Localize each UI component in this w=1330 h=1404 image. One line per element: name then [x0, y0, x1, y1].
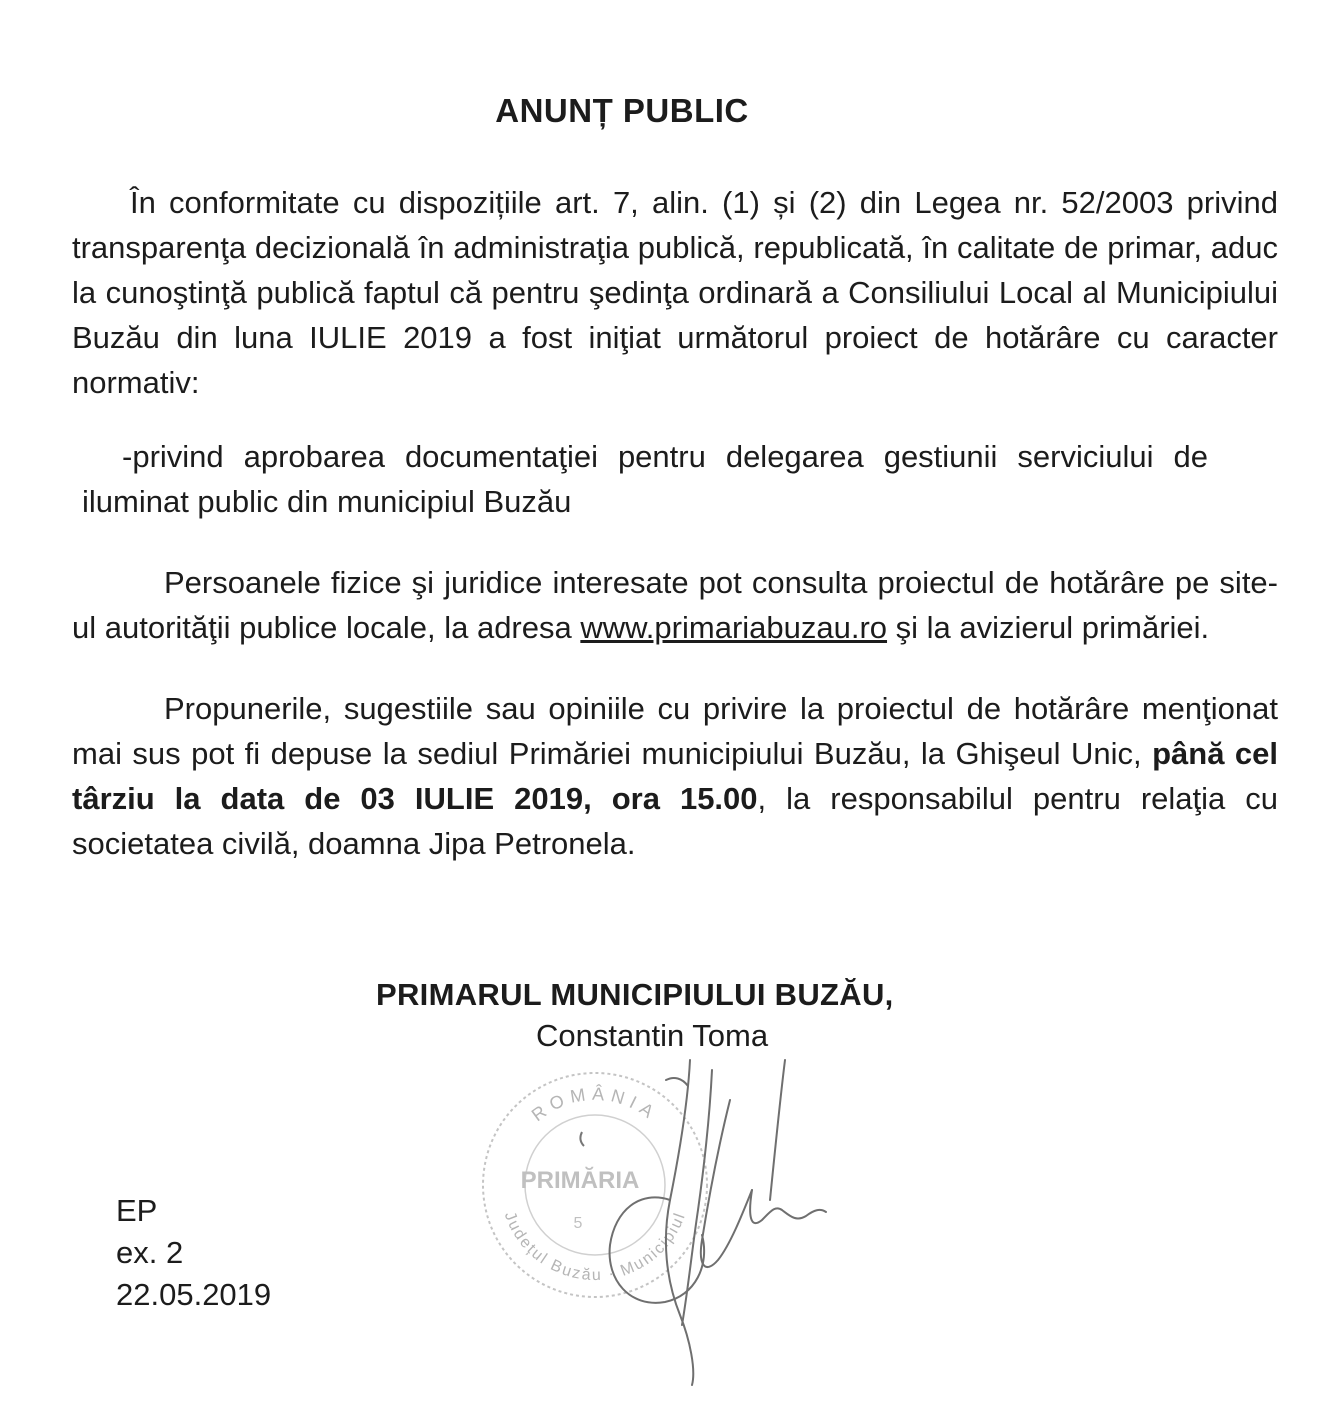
proposals-text-start: Propunerile, sugestiile sau opiniile cu privire la proiectul de hotărâre menţionat mai sus pot fi depuse la sediul Primăriei municipiului Buzău, la Ghişeul Unic, — [72, 691, 1278, 771]
proposals-text-end: , la responsabilul pentru relaţia cu societatea civilă, doamna Jipa Petronela. — [72, 781, 1279, 861]
consultation-text-start: Persoanele fizice şi juridice interesate pot consulta proiectul de hotărâre pe site-ul autorităţii publice locale, la adresa — [72, 565, 1278, 645]
author-initials: EP — [116, 1193, 158, 1228]
consultation-paragraph — [72, 560, 1278, 650]
stamp-center-text: PRIMĂRIA — [520, 1167, 640, 1194]
handwritten-signature — [570, 1040, 840, 1390]
stamp-top-text: ROMÂNIA — [527, 1083, 663, 1126]
mayor-name: Constantin Toma — [536, 1018, 769, 1053]
deadline-text: până cel târziu la data de 03 IULIE 2019, ora 15.00 — [72, 736, 1278, 816]
document-footer — [116, 1190, 271, 1316]
intro-paragraph — [72, 180, 1278, 405]
proposals-paragraph — [72, 686, 1278, 866]
consultation-text-end: şi la avizierul primăriei. — [887, 610, 1210, 645]
stamp-number: 5 — [573, 1215, 583, 1232]
project-item-text: -privind aprobarea documentaţiei pentru delegarea gestiunii serviciului de iluminat public din municipiul Buzău — [82, 439, 1208, 519]
document-title: ANUNȚ PUBLIC — [495, 92, 749, 129]
intro-paragraph-text: În conformitate cu dispozițiile art. 7, alin. (1) și (2) din Legea nr. 52/2003 privind transparenţa decizională în administraţia publică, republicată, în calitate de primar, aduc la cunoştinţă publică faptul că pentru şedinţa ordinară a Consiliului Local al Municipiului Buzău din luna IULIE 2019 a fost iniţiat următorul proiect de hotărâre cu caracter normativ: — [72, 185, 1278, 400]
mayor-title: PRIMARUL MUNICIPIULUI BUZĂU, — [376, 977, 894, 1012]
copies-count: ex. 2 — [116, 1235, 184, 1270]
project-item — [82, 434, 1208, 524]
signature-block — [376, 975, 996, 1057]
website-link[interactable]: www.primariabuzau.ro — [580, 610, 888, 645]
stamp-bottom-text: Județul Buzău · Municipiul — [500, 1209, 690, 1285]
document-date: 22.05.2019 — [116, 1277, 272, 1312]
